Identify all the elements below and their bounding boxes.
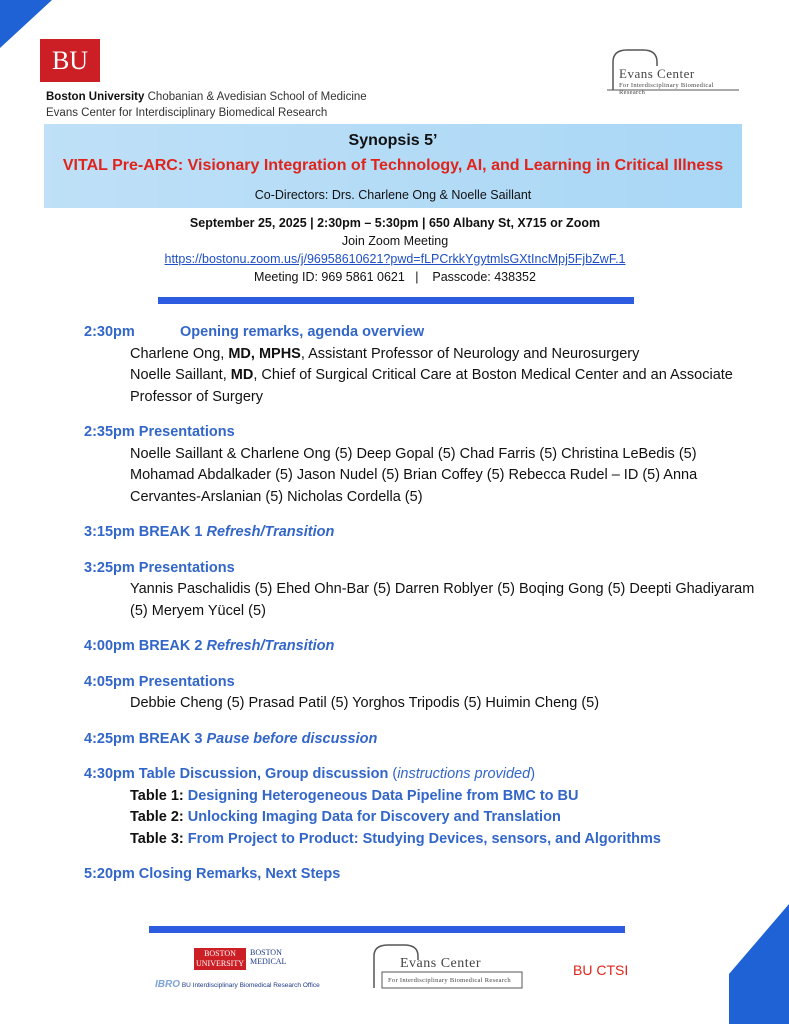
- school-name-rest: Chobanian & Avedisian School of Medicine: [147, 91, 367, 103]
- agenda-break-2: [84, 636, 764, 658]
- evans-footer-title: Evans Center: [400, 956, 482, 971]
- agenda-break-1: [84, 522, 764, 544]
- top-divider: [158, 297, 634, 304]
- bu-bmc-logo: [194, 948, 287, 970]
- presentations-3-heading: 4:05pm Presentations: [84, 673, 235, 690]
- agenda-opening: [84, 322, 764, 408]
- presentations-3-list: Debbie Cheng (5) Prasad Patil (5) Yorghos Tripodis (5) Huimin Cheng (5): [130, 695, 600, 711]
- table-instructions-note: instructions provided: [397, 766, 531, 782]
- agenda: [84, 322, 764, 886]
- school-name-bold: Boston University: [46, 91, 145, 103]
- opening-title: Opening remarks, agenda overview: [180, 324, 425, 340]
- table-row: [84, 786, 764, 808]
- evans-center-footer-logo: [368, 942, 523, 990]
- speaker-name: Charlene Ong,: [130, 345, 229, 362]
- date-line: September 25, 2025 | 2:30pm – 5:30pm | 650 Albany St, X715 or Zoom: [189, 216, 601, 230]
- break-1-note: Refresh/Transition: [206, 524, 335, 540]
- agenda-presentations-3: [84, 672, 764, 715]
- bu-ctsi-logo: BU CTSI: [573, 962, 629, 978]
- ibro-logo: [155, 979, 320, 990]
- center-name: Evans Center for Interdisciplinary Biomedical Research: [46, 107, 328, 119]
- table-topic: Unlocking Imaging Data for Discovery and Translation: [187, 809, 561, 825]
- school-name: [46, 89, 367, 121]
- presentations-1-heading: 2:35pm Presentations: [84, 424, 235, 440]
- zoom-link[interactable]: https://bostonu.zoom.us/j/96958610621?pwd=fLPCrkkYgytmlsGXtIncMpj5FjbZwF.1: [164, 252, 626, 266]
- presentations-2-heading: 3:25pm Presentations: [84, 559, 235, 576]
- title-banner: [44, 124, 742, 208]
- table-discussion-heading: 4:30pm Table Discussion, Group discussion: [84, 766, 393, 782]
- agenda-break-3: [84, 729, 764, 751]
- banner-subtitle: VITAL Pre-ARC: Visionary Integration of Technology, AI, and Learning in Critical Illness: [62, 157, 724, 174]
- bottom-right-corner-decoration: [729, 904, 789, 1024]
- banner-title: Synopsis 5’: [348, 132, 438, 149]
- bmc-logo: BOSTON MEDICAL: [250, 948, 287, 966]
- table-row: [84, 807, 764, 829]
- break-1-heading: 3:15pm BREAK 1: [84, 524, 207, 540]
- evans-logo-subtitle: For Interdisciplinary Biomedical Research: [619, 82, 714, 96]
- agenda-table-discussion: [84, 764, 764, 850]
- table-topic: Designing Heterogeneous Data Pipeline from BMC to BU: [187, 787, 579, 804]
- table-label: Table 2:: [130, 809, 188, 825]
- bu-small-logo: BOSTON UNIVERSITY: [196, 949, 244, 968]
- presentations-2-list: Yannis Paschalidis (5) Ehed Ohn-Bar (5) Darren Roblyer (5) Boqing Gong (5) Deepti Ghadiyaram (5) Meryem Yücel (5): [130, 581, 755, 619]
- agenda-closing: 5:20pm Closing Remarks, Next Steps: [84, 866, 341, 882]
- agenda-presentations-2: [84, 558, 764, 623]
- break-2-heading: 4:00pm BREAK 2: [84, 638, 207, 654]
- table-row: [84, 829, 764, 851]
- ibro-mark: IBRO: [155, 979, 180, 990]
- speaker-title: , Assistant Professor of Neurology and Neurosurgery: [300, 345, 640, 362]
- table-paren-close: ): [530, 766, 536, 782]
- speaker-degree: MD: [230, 367, 254, 383]
- join-zoom-text: Join Zoom Meeting: [341, 234, 449, 248]
- evans-center-logo: [603, 46, 741, 94]
- break-3-note: Pause before discussion: [206, 730, 378, 747]
- evans-logo-title: Evans Center: [619, 66, 695, 81]
- break-2-note: Refresh/Transition: [206, 638, 335, 654]
- presentations-1-list: Noelle Saillant & Charlene Ong (5) Deep Gopal (5) Chad Farris (5) Christina LeBedis (5) Mohamad Abdalkader (5) Jason Nudel (5) Brian Coffey (5) Rebecca Rudel – ID (5) Anna Cervantes-Arslanian (5) Nicholas Cordella (5): [130, 445, 698, 505]
- meeting-ids: Meeting ID: 969 5861 0621 | Passcode: 438352: [254, 270, 536, 284]
- table-topic: From Project to Product: Studying Devices, sensors, and Algorithms: [187, 830, 661, 847]
- speaker-name: Noelle Saillant,: [130, 367, 231, 383]
- speaker-title: , Chief of Surgical Critical Care at Boston Medical Center and an Associate Professor of Surgery: [130, 367, 733, 405]
- ibro-text: BU Interdisciplinary Biomedical Research Office: [181, 982, 320, 989]
- table-paren-open: (: [392, 766, 398, 782]
- opening-time: 2:30pm: [84, 324, 135, 340]
- speaker-degree: MD, MPHS: [228, 345, 301, 362]
- meeting-info: [130, 214, 660, 286]
- break-3-heading: 4:25pm BREAK 3: [84, 730, 207, 747]
- codirectors: Co-Directors: Drs. Charlene Ong & Noelle Saillant: [254, 188, 532, 202]
- bottom-divider: [149, 926, 625, 933]
- table-label: Table 1:: [130, 787, 188, 804]
- table-label: Table 3:: [130, 830, 188, 847]
- bu-logo: BU: [40, 39, 100, 82]
- evans-footer-subtitle: For Interdisciplinary Biomedical Research: [388, 977, 511, 984]
- agenda-presentations-1: [84, 422, 764, 508]
